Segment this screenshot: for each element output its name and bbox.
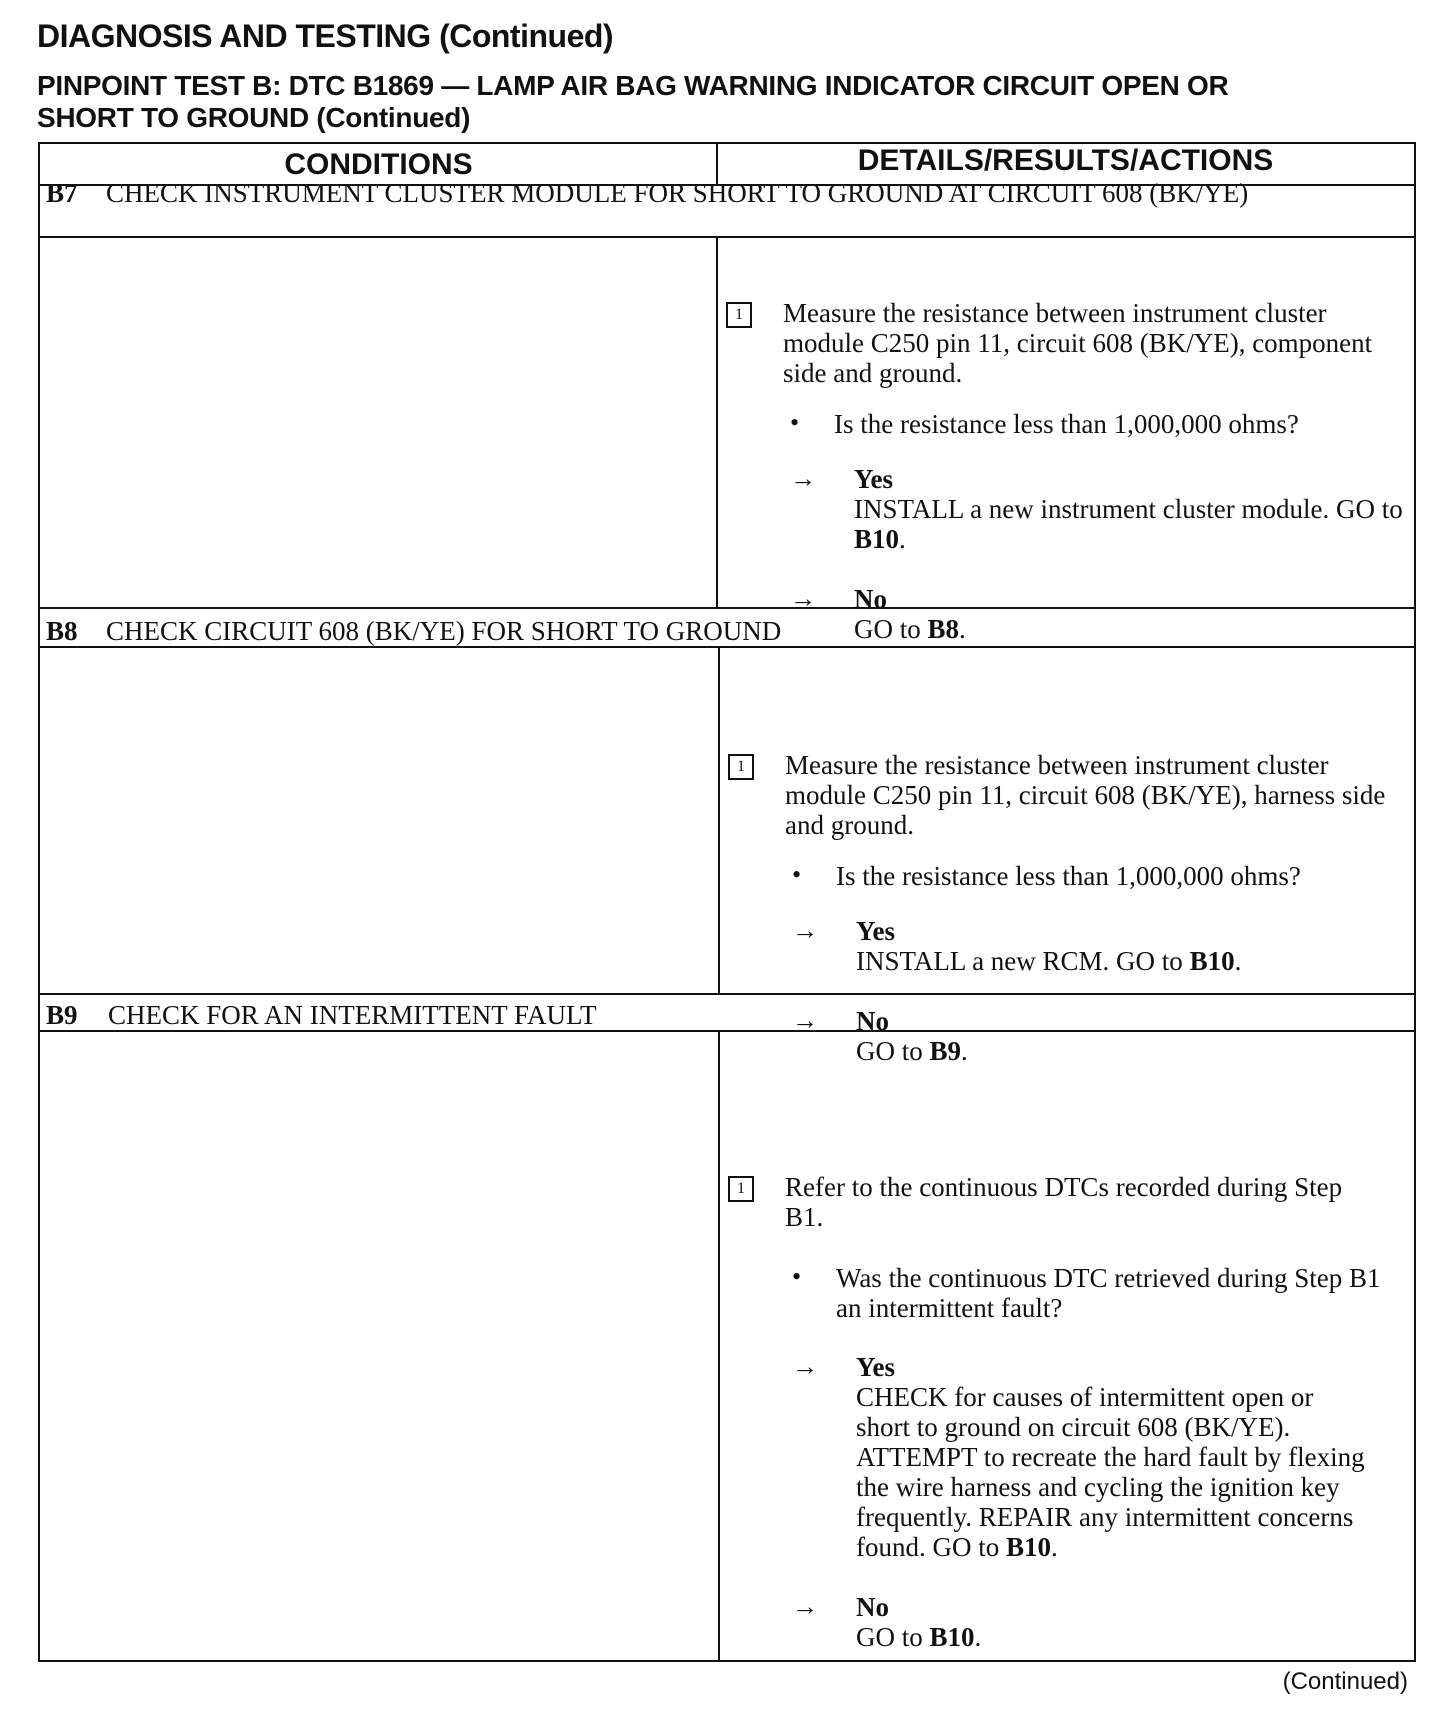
- step-b7-rule: [40, 236, 1414, 238]
- goto-step: B10: [929, 1622, 975, 1652]
- arrow-right-icon: →: [792, 916, 818, 945]
- step-b9-top-rule: [40, 993, 1414, 995]
- step-b7-question: Is the resistance less than 1,000,000 ohms?: [834, 409, 1299, 439]
- step-b8-yes: Yes INSTALL a new RCM. GO to B10.: [856, 916, 1416, 976]
- step-code-b8: B8: [46, 616, 78, 646]
- section-title: DIAGNOSIS AND TESTING (Continued): [37, 18, 614, 54]
- step-number-box: 1: [726, 302, 752, 328]
- yes-action: INSTALL a new instrument cluster module. GO to: [854, 494, 1403, 524]
- step-b7-yes: Yes INSTALL a new instrument cluster module. GO to B10.: [854, 464, 1414, 554]
- bullet-icon: •: [792, 1262, 802, 1291]
- no-label: No: [856, 1006, 889, 1036]
- continued-label: (Continued): [1282, 1668, 1408, 1695]
- test-title-line-1: PINPOINT TEST B: DTC B1869 — LAMP AIR BAG WARNING INDICATOR CIRCUIT OPEN OR: [37, 70, 1229, 101]
- arrow-right-icon: →: [790, 584, 816, 613]
- column-header-details: DETAILS/RESULTS/ACTIONS: [857, 144, 1274, 177]
- step-b8-rule: [40, 646, 1414, 648]
- step-title-b9: CHECK FOR AN INTERMITTENT FAULT: [108, 1000, 597, 1030]
- step-code-b7: B7: [46, 178, 78, 208]
- step-b9-instruction: Refer to the continuous DTCs recorded during Step B1.: [785, 1172, 1343, 1232]
- yes-label: Yes: [856, 916, 895, 946]
- bullet-icon: •: [792, 860, 802, 889]
- no-label: No: [856, 1592, 889, 1622]
- yes-label: Yes: [854, 464, 893, 494]
- step-code-b9: B9: [46, 1000, 78, 1030]
- no-action: GO to: [854, 614, 928, 644]
- arrow-right-icon: →: [792, 1352, 818, 1381]
- arrow-right-icon: →: [792, 1592, 818, 1621]
- yes-action: INSTALL a new RCM. GO to: [856, 946, 1190, 976]
- test-title-line-2: SHORT TO GROUND (Continued): [37, 102, 471, 133]
- step-b8-instruction: Measure the resistance between instrument cluster module C250 pin 11, circuit 608 (BK/YE), harness side and ground.: [785, 750, 1386, 840]
- yes-label: Yes: [856, 1352, 895, 1382]
- step-b9-yes: Yes CHECK for causes of intermittent open or short to ground on circuit 608 (BK/YE). ATTEMPT to recreate the hard fault by flexing the wire harness and cycling the ignition key frequently. REPAIR any intermittent concerns found. GO to B10.: [856, 1352, 1365, 1562]
- yes-action: CHECK for causes of intermittent open or short to ground on circuit 608 (BK/YE). ATTEMPT to recreate the hard fault by flexing the wire harness and cycling the ignition key frequently. REPAIR any intermittent concerns found. GO to: [856, 1382, 1365, 1562]
- column-header-conditions: CONDITIONS: [284, 148, 473, 181]
- goto-step: B10: [854, 524, 900, 554]
- step-b7-instruction: Measure the resistance between instrument cluster module C250 pin 11, circuit 608 (BK/YE), component side and ground.: [783, 298, 1373, 388]
- step-b8-no: No GO to B9.: [856, 1006, 1416, 1066]
- test-title: [37, 70, 1417, 134]
- step-b7-no: No GO to B8.: [854, 584, 1414, 644]
- goto-step: B10: [1006, 1532, 1052, 1562]
- no-label: No: [854, 584, 887, 614]
- step-b7-divider: [716, 236, 718, 607]
- step-b9-question: Was the continuous DTC retrieved during Step B1 an intermittent fault?: [836, 1263, 1381, 1323]
- step-title-b8: CHECK CIRCUIT 608 (BK/YE) FOR SHORT TO GROUND: [106, 616, 782, 646]
- goto-step: B10: [1189, 946, 1235, 976]
- step-title-b7: CHECK INSTRUMENT CLUSTER MODULE FOR SHORT TO GROUND AT CIRCUIT 608 (BK/YE): [106, 178, 1249, 208]
- step-b9-divider: [718, 1030, 720, 1662]
- no-action: GO to: [856, 1622, 930, 1652]
- arrow-right-icon: →: [792, 1006, 818, 1035]
- bullet-icon: •: [790, 408, 800, 437]
- arrow-right-icon: →: [790, 464, 816, 493]
- step-b9-no: No GO to B10.: [856, 1592, 1416, 1652]
- step-number-box: 1: [728, 754, 754, 780]
- step-b8-divider: [718, 646, 720, 993]
- step-b8-question: Is the resistance less than 1,000,000 ohms?: [836, 861, 1301, 891]
- no-action: GO to: [856, 1036, 930, 1066]
- goto-step: B9: [929, 1036, 962, 1066]
- step-number-box: 1: [728, 1176, 754, 1202]
- goto-step: B8: [927, 614, 960, 644]
